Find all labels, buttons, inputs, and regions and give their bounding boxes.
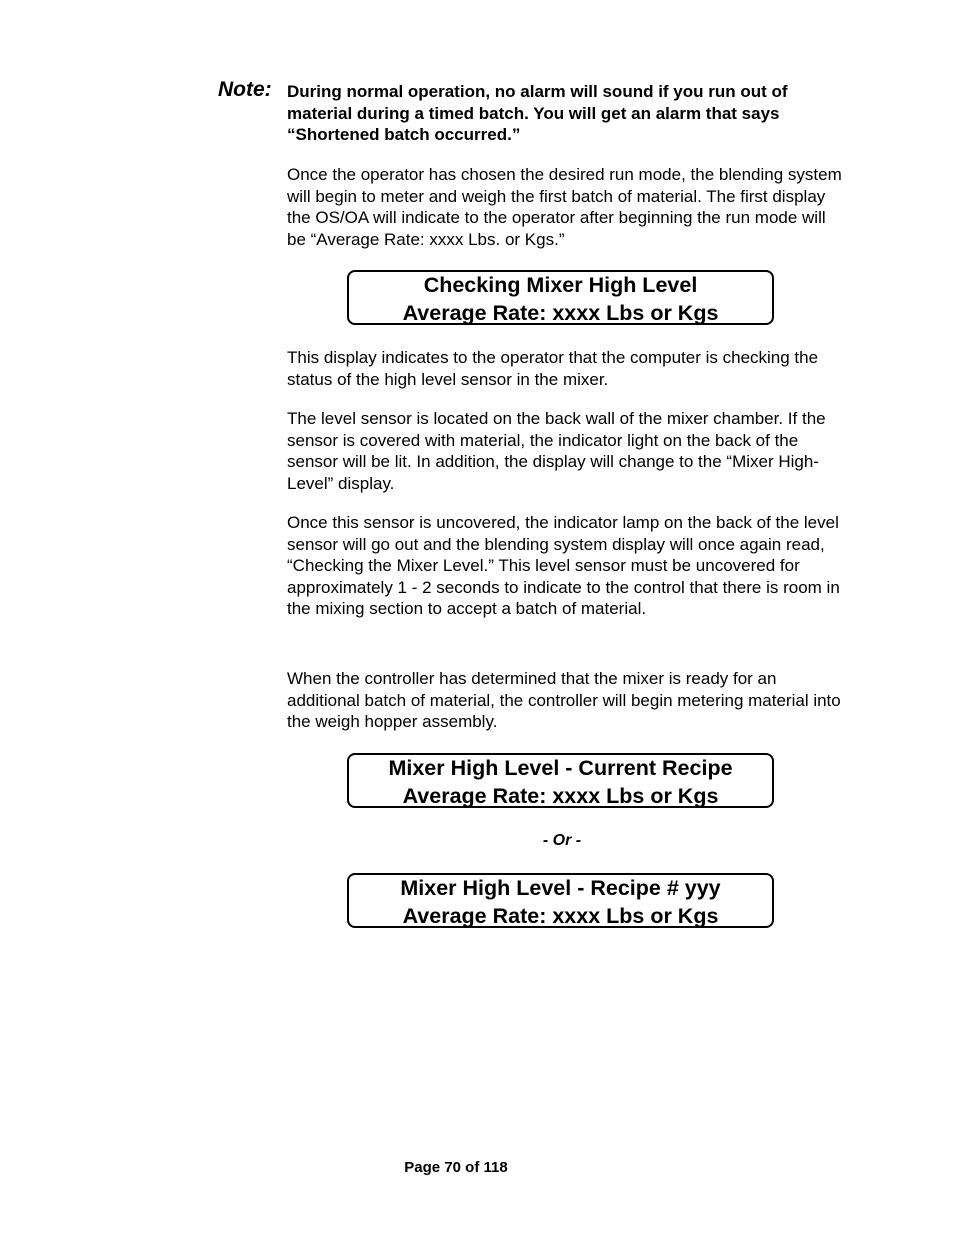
display-recipe-number bbox=[347, 873, 774, 928]
paragraph-controller-ready: When the controller has determined that the mixer is ready for an additional batch of material, the controller will begin metering material into the weigh hopper assembly. bbox=[287, 669, 841, 731]
display-line-1: Mixer High Level - Current Recipe bbox=[388, 756, 733, 780]
paragraph-run-mode: Once the operator has chosen the desired run mode, the blending system will begin to meter and weigh the first batch of material. The first display the OS/OA will indicate to the operator after beginning the run mode will be “Average Rate: xxxx Lbs. or Kgs.” bbox=[287, 165, 842, 249]
display-line-1: Mixer High Level - Recipe # yyy bbox=[400, 876, 721, 900]
display-line-2: Average Rate: xxxx Lbs or Kgs bbox=[402, 300, 719, 325]
display-line-2: Average Rate: xxxx Lbs or Kgs bbox=[402, 783, 719, 808]
display-current-recipe bbox=[347, 753, 774, 808]
display-line-1: Checking Mixer High Level bbox=[423, 273, 698, 297]
paragraph-sensor-uncovered: Once this sensor is uncovered, the indicator lamp on the back of the level sensor will go out and the blending system display will once again read, “Checking the Mixer Level.” This level sensor must be uncovered for approximately 1 - 2 seconds to indicate to the control that there is room in the mixing section to accept a batch of material. bbox=[287, 513, 840, 618]
note-label: Note: bbox=[218, 78, 272, 101]
display-line-2: Average Rate: xxxx Lbs or Kgs bbox=[402, 903, 719, 928]
display-checking-mixer bbox=[347, 270, 774, 325]
note-text: During normal operation, no alarm will sound if you run out of material during a timed batch. You will get an alarm that says “Shortened batch occurred.” bbox=[287, 82, 788, 144]
paragraph-level-sensor: The level sensor is located on the back wall of the mixer chamber. If the sensor is covered with material, the indicator light on the back of the sensor will be lit. In addition, the display will change to the “Mixer High-Level” display. bbox=[287, 409, 826, 493]
or-separator: - Or - bbox=[542, 832, 582, 849]
page-number: Page 70 of 118 bbox=[404, 1159, 508, 1176]
paragraph-display-indicates: This display indicates to the operator that the computer is checking the status of the high level sensor in the mixer. bbox=[287, 348, 819, 389]
